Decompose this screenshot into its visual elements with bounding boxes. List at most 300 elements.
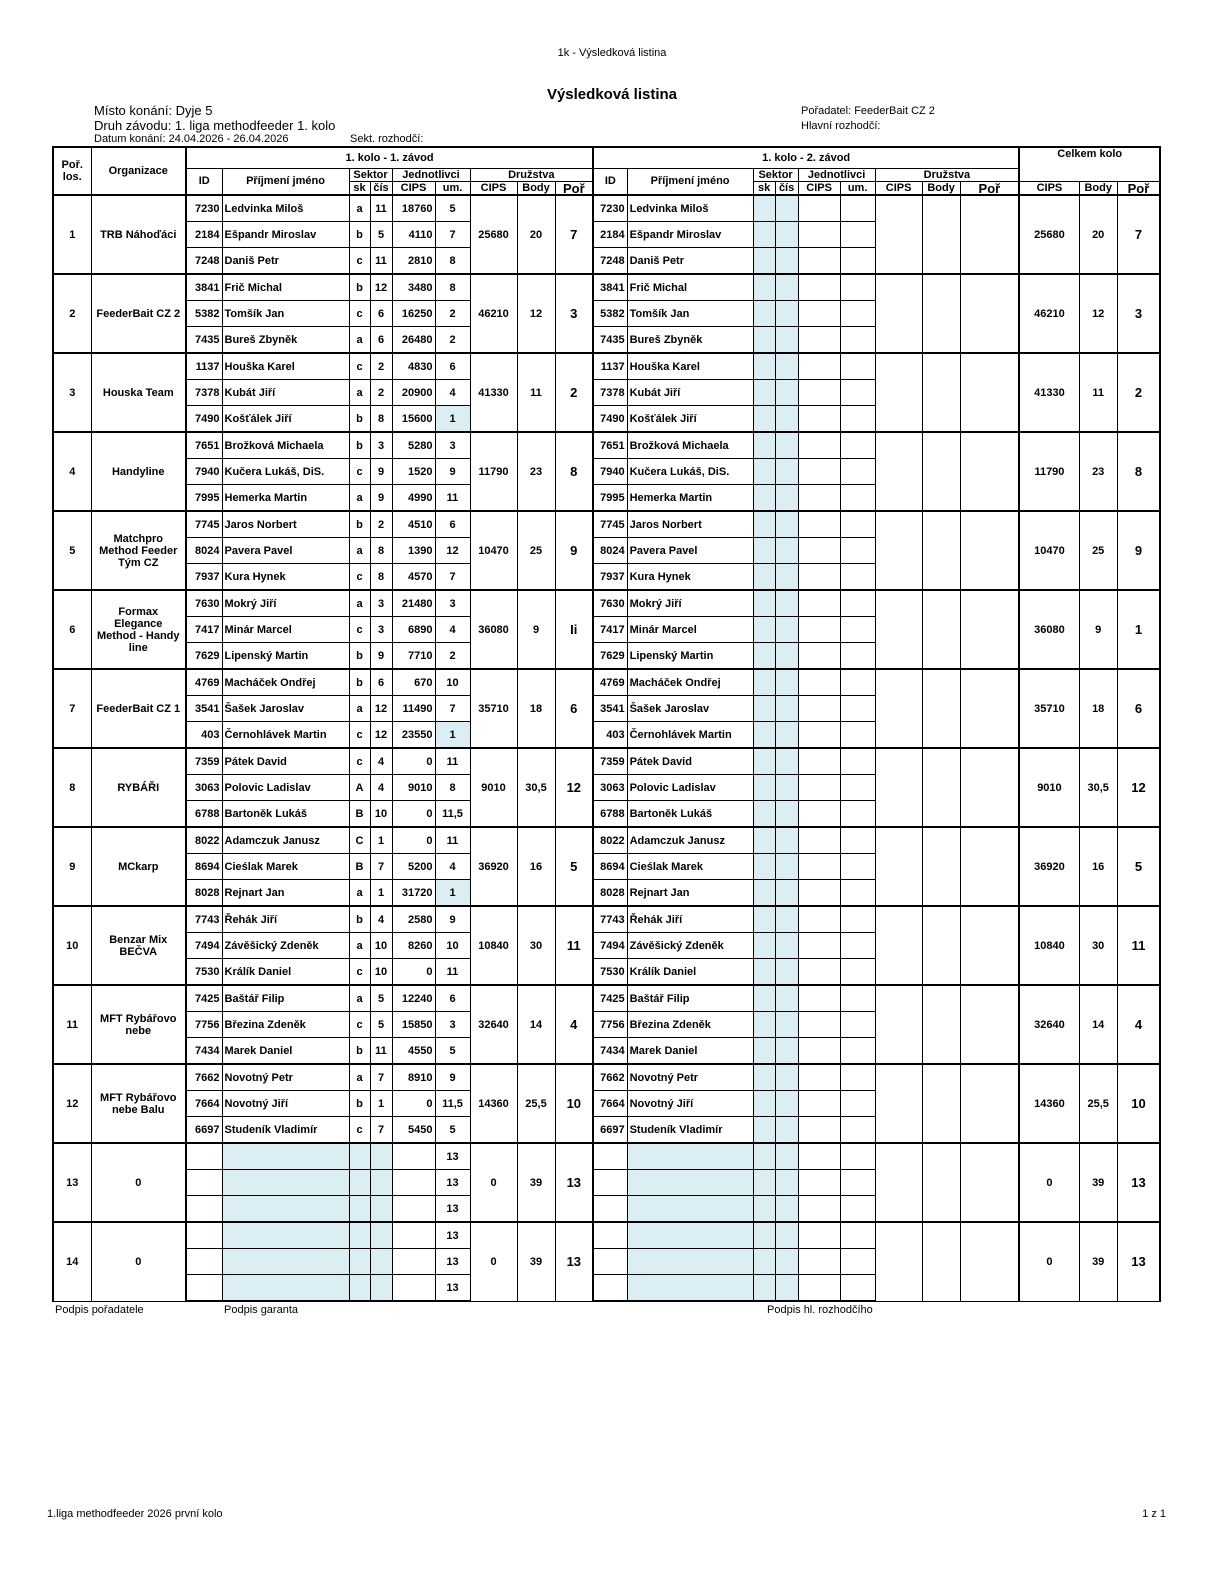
member-name-r2: Březina Zdeněk (627, 1012, 753, 1038)
member-placing-r2 (840, 511, 875, 538)
member-sector-r2 (753, 380, 775, 406)
team-body-r1: 30,5 (517, 748, 555, 827)
member-placing-r2 (840, 485, 875, 512)
member-sector: b (349, 406, 370, 433)
member-id: 7378 (186, 380, 222, 406)
team-por-r2 (960, 1222, 1019, 1301)
team-body-r2 (922, 1143, 960, 1222)
member-id-r2: 7434 (593, 1038, 627, 1065)
team-por-r1: 7 (555, 195, 593, 274)
member-id: 8022 (186, 827, 222, 854)
member-sector: b (349, 1038, 370, 1065)
member-cips: 5280 (392, 432, 435, 459)
member-cips: 15850 (392, 1012, 435, 1038)
team-cips-r1: 10470 (470, 511, 517, 590)
member-id: 7940 (186, 459, 222, 485)
team-por-r2 (960, 748, 1019, 827)
member-id-r2: 7651 (593, 432, 627, 459)
total-body: 25,5 (1079, 1064, 1117, 1143)
header-cis-r1: čís (370, 182, 392, 196)
member-id-r2: 7435 (593, 327, 627, 354)
member-name (222, 1249, 349, 1275)
team-cips-r1: 10840 (470, 906, 517, 985)
member-cips: 0 (392, 801, 435, 828)
member-placing: 13 (435, 1170, 470, 1196)
member-id: 8024 (186, 538, 222, 564)
member-sector-r2 (753, 327, 775, 354)
member-id-r2: 7425 (593, 985, 627, 1012)
member-peg-r2 (775, 880, 798, 907)
member-name: Houška Karel (222, 353, 349, 380)
member-id-r2 (593, 1196, 627, 1223)
total-cips: 41330 (1019, 353, 1079, 432)
chief-judge-label: Hlavní rozhodčí: (801, 120, 881, 132)
team-organization: FeederBait CZ 2 (91, 274, 186, 353)
header-um-r2: um. (840, 182, 875, 196)
member-sector (349, 1170, 370, 1196)
member-name-r2: Adamczuk Janusz (627, 827, 753, 854)
member-placing: 6 (435, 353, 470, 380)
team-draw-number: 3 (53, 353, 91, 432)
team-por-r1: Ii (555, 590, 593, 669)
member-id: 7651 (186, 432, 222, 459)
table-row (53, 669, 1160, 696)
member-id: 7494 (186, 933, 222, 959)
team-draw-number: 7 (53, 669, 91, 748)
member-peg-r2 (775, 1222, 798, 1249)
member-cips-r2 (798, 195, 840, 222)
member-id-r2 (593, 1249, 627, 1275)
sector-judge-label: Sekt. rozhodčí: (350, 133, 424, 145)
member-name-r2: Jaros Norbert (627, 511, 753, 538)
member-placing: 5 (435, 1038, 470, 1065)
member-name (222, 1170, 349, 1196)
member-name: Adamczuk Janusz (222, 827, 349, 854)
member-name: Rejnart Jan (222, 880, 349, 907)
team-organization: RYBÁŘI (91, 748, 186, 827)
header-organizace: Organizace (91, 147, 186, 195)
team-por-r2 (960, 1064, 1019, 1143)
member-name: Ešpandr Miroslav (222, 222, 349, 248)
member-name-r2: Kučera Lukáš, DiS. (627, 459, 753, 485)
member-name: Pavera Pavel (222, 538, 349, 564)
member-name: Březina Zdeněk (222, 1012, 349, 1038)
member-peg-r2 (775, 1064, 798, 1091)
member-name-r2: Kubát Jiří (627, 380, 753, 406)
team-cips-r1: 0 (470, 1222, 517, 1301)
member-id-r2: 4769 (593, 669, 627, 696)
header-jednotlivci-r2: Jednotlivci (798, 169, 875, 182)
member-peg: 1 (370, 827, 392, 854)
table-row (53, 1143, 1160, 1170)
member-sector: b (349, 1091, 370, 1117)
total-body: 20 (1079, 195, 1117, 274)
member-sector-r2 (753, 274, 775, 301)
member-id: 7435 (186, 327, 222, 354)
team-body-r2 (922, 906, 960, 985)
team-por-r2 (960, 985, 1019, 1064)
team-body-r2 (922, 353, 960, 432)
member-id: 7662 (186, 1064, 222, 1091)
member-sector: a (349, 933, 370, 959)
team-cips-r2 (875, 669, 922, 748)
member-id: 6697 (186, 1117, 222, 1144)
member-cips (392, 1222, 435, 1249)
member-placing: 4 (435, 380, 470, 406)
member-cips: 4510 (392, 511, 435, 538)
total-cips: 9010 (1019, 748, 1079, 827)
venue-label: Místo konání: Dyje 5 (94, 103, 213, 118)
member-sector-r2 (753, 195, 775, 222)
member-cips: 0 (392, 959, 435, 986)
member-name-r2 (627, 1170, 753, 1196)
member-name-r2: Řehák Jiří (627, 906, 753, 933)
member-peg-r2 (775, 511, 798, 538)
total-body: 25 (1079, 511, 1117, 590)
member-cips: 0 (392, 827, 435, 854)
header-team-cips-r1: CIPS (470, 182, 517, 196)
team-cips-r2 (875, 432, 922, 511)
member-cips (392, 1143, 435, 1170)
member-peg-r2 (775, 959, 798, 986)
member-id: 5382 (186, 301, 222, 327)
member-id-r2: 7629 (593, 643, 627, 670)
member-placing: 11 (435, 959, 470, 986)
member-id-r2: 3841 (593, 274, 627, 301)
total-body: 18 (1079, 669, 1117, 748)
member-peg-r2 (775, 1117, 798, 1144)
organizer-signature: Podpis pořadatele (55, 1304, 144, 1316)
member-name: Hemerka Martin (222, 485, 349, 512)
member-name: Lipenský Martin (222, 643, 349, 670)
member-cips: 4830 (392, 353, 435, 380)
member-name-r2: Rejnart Jan (627, 880, 753, 907)
member-placing: 4 (435, 617, 470, 643)
member-id: 1137 (186, 353, 222, 380)
organizer-label: Pořadatel: FeederBait CZ 2 (801, 105, 935, 117)
member-id: 6788 (186, 801, 222, 828)
member-name-r2: Marek Daniel (627, 1038, 753, 1065)
member-peg: 7 (370, 1064, 392, 1091)
guarantor-signature: Podpis garanta (224, 1304, 298, 1316)
member-name-r2: Baštář Filip (627, 985, 753, 1012)
team-organization: Formax Elegance Method - Handy line (91, 590, 186, 669)
member-name-r2: Cieślak Marek (627, 854, 753, 880)
team-draw-number: 6 (53, 590, 91, 669)
member-peg: 8 (370, 406, 392, 433)
member-peg: 5 (370, 222, 392, 248)
total-por: 13 (1117, 1143, 1160, 1222)
member-name (222, 1275, 349, 1302)
page-header: 1k - Výsledková listina (557, 47, 667, 59)
member-peg: 9 (370, 643, 392, 670)
member-peg-r2 (775, 432, 798, 459)
member-name-r2 (627, 1275, 753, 1302)
footer-left: 1.liga methodfeeder 2026 první kolo (47, 1508, 223, 1520)
member-name-r2: Polovic Ladislav (627, 775, 753, 801)
member-placing: 13 (435, 1249, 470, 1275)
member-placing: 7 (435, 222, 470, 248)
team-por-r1: 6 (555, 669, 593, 748)
dates-label: Datum konání: 24.04.2026 - 26.04.2026 (94, 133, 289, 145)
member-name: Frič Michal (222, 274, 349, 301)
member-peg-r2 (775, 906, 798, 933)
member-name-r2 (627, 1222, 753, 1249)
member-sector: C (349, 827, 370, 854)
header-cis-r2: čís (775, 182, 798, 196)
member-placing: 5 (435, 1117, 470, 1144)
member-id (186, 1222, 222, 1249)
team-draw-number: 14 (53, 1222, 91, 1301)
member-cips: 2580 (392, 906, 435, 933)
team-draw-number: 8 (53, 748, 91, 827)
member-sector-r2 (753, 1117, 775, 1144)
member-sector (349, 1196, 370, 1223)
footer-page-number: 1 z 1 (1142, 1508, 1166, 1520)
member-cips: 31720 (392, 880, 435, 907)
header-name-r1: Příjmení jméno (222, 169, 349, 196)
total-cips: 36920 (1019, 827, 1079, 906)
member-name (222, 1143, 349, 1170)
member-cips-r2 (798, 380, 840, 406)
member-cips-r2 (798, 775, 840, 801)
member-peg (370, 1196, 392, 1223)
total-cips: 46210 (1019, 274, 1079, 353)
member-id: 7743 (186, 906, 222, 933)
member-cips-r2 (798, 1170, 840, 1196)
member-cips: 26480 (392, 327, 435, 354)
member-id-r2: 7745 (593, 511, 627, 538)
team-por-r1: 13 (555, 1222, 593, 1301)
total-cips: 11790 (1019, 432, 1079, 511)
member-sector-r2 (753, 959, 775, 986)
member-peg: 4 (370, 906, 392, 933)
team-por-r1: 13 (555, 1143, 593, 1222)
team-draw-number: 4 (53, 432, 91, 511)
team-cips-r1: 14360 (470, 1064, 517, 1143)
total-body: 12 (1079, 274, 1117, 353)
member-peg: 1 (370, 1091, 392, 1117)
member-placing: 11 (435, 748, 470, 775)
member-cips (392, 1275, 435, 1302)
member-cips: 21480 (392, 590, 435, 617)
team-body-r1: 39 (517, 1143, 555, 1222)
member-id: 2184 (186, 222, 222, 248)
team-organization: MFT Rybářovo nebe Balu (91, 1064, 186, 1143)
member-id-r2: 7630 (593, 590, 627, 617)
team-por-r1: 10 (555, 1064, 593, 1143)
member-cips: 4570 (392, 564, 435, 591)
member-peg-r2 (775, 854, 798, 880)
member-name-r2: Novotný Petr (627, 1064, 753, 1091)
member-peg-r2 (775, 195, 798, 222)
member-peg-r2 (775, 274, 798, 301)
member-name: Šašek Jaroslav (222, 696, 349, 722)
team-cips-r2 (875, 590, 922, 669)
member-placing: 8 (435, 248, 470, 275)
member-sector (349, 1222, 370, 1249)
team-body-r2 (922, 748, 960, 827)
team-por-r2 (960, 906, 1019, 985)
total-por: 5 (1117, 827, 1160, 906)
total-body: 30,5 (1079, 748, 1117, 827)
member-name: Mokrý Jiří (222, 590, 349, 617)
member-id-r2: 8024 (593, 538, 627, 564)
team-draw-number: 12 (53, 1064, 91, 1143)
member-peg-r2 (775, 696, 798, 722)
member-placing: 11,5 (435, 1091, 470, 1117)
member-placing: 2 (435, 301, 470, 327)
member-id: 7995 (186, 485, 222, 512)
member-id-r2: 8022 (593, 827, 627, 854)
member-name: Košťálek Jiří (222, 406, 349, 433)
member-cips-r2 (798, 1143, 840, 1170)
member-peg-r2 (775, 353, 798, 380)
team-cips-r2 (875, 353, 922, 432)
member-sector-r2 (753, 564, 775, 591)
member-sector: b (349, 906, 370, 933)
member-sector-r2 (753, 722, 775, 749)
member-cips: 1520 (392, 459, 435, 485)
total-body: 16 (1079, 827, 1117, 906)
member-name-r2: Daniš Petr (627, 248, 753, 275)
member-placing: 11 (435, 827, 470, 854)
member-sector-r2 (753, 985, 775, 1012)
member-id: 7745 (186, 511, 222, 538)
member-peg: 5 (370, 1012, 392, 1038)
member-placing-r2 (840, 301, 875, 327)
member-cips-r2 (798, 1038, 840, 1065)
member-id: 8028 (186, 880, 222, 907)
member-peg: 8 (370, 538, 392, 564)
member-placing-r2 (840, 959, 875, 986)
total-cips: 36080 (1019, 590, 1079, 669)
member-cips-r2 (798, 432, 840, 459)
member-peg: 6 (370, 669, 392, 696)
member-cips-r2 (798, 248, 840, 275)
member-name-r2: Brožková Michaela (627, 432, 753, 459)
competition-type-label: Druh závodu: 1. liga methodfeeder 1. kolo (94, 118, 336, 133)
team-cips-r1: 46210 (470, 274, 517, 353)
member-name-r2: Studeník Vladimír (627, 1117, 753, 1144)
header-druzstva-r2: Družstva (875, 169, 1019, 182)
member-peg-r2 (775, 748, 798, 775)
member-cips: 9010 (392, 775, 435, 801)
member-sector-r2 (753, 248, 775, 275)
team-body-r1: 25 (517, 511, 555, 590)
team-cips-r1: 32640 (470, 985, 517, 1064)
member-name: Novotný Jiří (222, 1091, 349, 1117)
member-cips: 6890 (392, 617, 435, 643)
member-sector-r2 (753, 590, 775, 617)
member-peg-r2 (775, 222, 798, 248)
member-placing: 13 (435, 1275, 470, 1302)
member-placing: 11 (435, 485, 470, 512)
member-id-r2 (593, 1143, 627, 1170)
total-por: 12 (1117, 748, 1160, 827)
member-id: 4769 (186, 669, 222, 696)
member-peg (370, 1222, 392, 1249)
member-sector: a (349, 696, 370, 722)
team-body-r1: 20 (517, 195, 555, 274)
total-cips: 25680 (1019, 195, 1079, 274)
member-id-r2: 8694 (593, 854, 627, 880)
team-draw-number: 13 (53, 1143, 91, 1222)
member-peg-r2 (775, 564, 798, 591)
member-placing: 13 (435, 1143, 470, 1170)
member-peg-r2 (775, 538, 798, 564)
team-cips-r2 (875, 511, 922, 590)
member-name: Kučera Lukáš, DiS. (222, 459, 349, 485)
team-cips-r2 (875, 1064, 922, 1143)
member-placing-r2 (840, 327, 875, 354)
total-por: 8 (1117, 432, 1160, 511)
member-id-r2: 7937 (593, 564, 627, 591)
member-sector: c (349, 1117, 370, 1144)
member-cips-r2 (798, 643, 840, 670)
header-id-r2: ID (593, 169, 627, 196)
total-body: 9 (1079, 590, 1117, 669)
member-id (186, 1143, 222, 1170)
member-sector-r2 (753, 669, 775, 696)
member-peg-r2 (775, 933, 798, 959)
header-sektor-r2: Sektor (753, 169, 798, 182)
member-peg-r2 (775, 1170, 798, 1196)
member-peg (370, 1143, 392, 1170)
member-placing-r2 (840, 1196, 875, 1223)
member-placing: 13 (435, 1196, 470, 1223)
member-id-r2: 7417 (593, 617, 627, 643)
header-total-por: Poř (1117, 182, 1160, 196)
team-por-r1: 9 (555, 511, 593, 590)
member-sector-r2 (753, 485, 775, 512)
member-sector (349, 1143, 370, 1170)
team-por-r2 (960, 669, 1019, 748)
member-placing-r2 (840, 459, 875, 485)
team-por-r1: 8 (555, 432, 593, 511)
member-id-r2: 7248 (593, 248, 627, 275)
total-body: 14 (1079, 985, 1117, 1064)
member-cips: 8260 (392, 933, 435, 959)
total-por: 4 (1117, 985, 1160, 1064)
team-organization: Houska Team (91, 353, 186, 432)
member-peg: 12 (370, 722, 392, 749)
member-cips: 18760 (392, 195, 435, 222)
member-peg: 12 (370, 274, 392, 301)
member-placing-r2 (840, 564, 875, 591)
team-por-r2 (960, 1143, 1019, 1222)
member-name: Baštář Filip (222, 985, 349, 1012)
member-peg-r2 (775, 459, 798, 485)
team-organization: MCkarp (91, 827, 186, 906)
member-cips: 20900 (392, 380, 435, 406)
member-id-r2 (593, 1170, 627, 1196)
member-placing: 12 (435, 538, 470, 564)
team-cips-r2 (875, 274, 922, 353)
member-placing: 2 (435, 327, 470, 354)
member-name: Černohlávek Martin (222, 722, 349, 749)
member-peg-r2 (775, 590, 798, 617)
member-name-r2: Bartoněk Lukáš (627, 801, 753, 828)
member-peg: 9 (370, 485, 392, 512)
member-placing-r2 (840, 353, 875, 380)
member-peg: 3 (370, 617, 392, 643)
member-cips-r2 (798, 854, 840, 880)
member-id (186, 1275, 222, 1302)
member-sector: c (349, 617, 370, 643)
member-peg: 6 (370, 327, 392, 354)
member-sector-r2 (753, 1038, 775, 1065)
